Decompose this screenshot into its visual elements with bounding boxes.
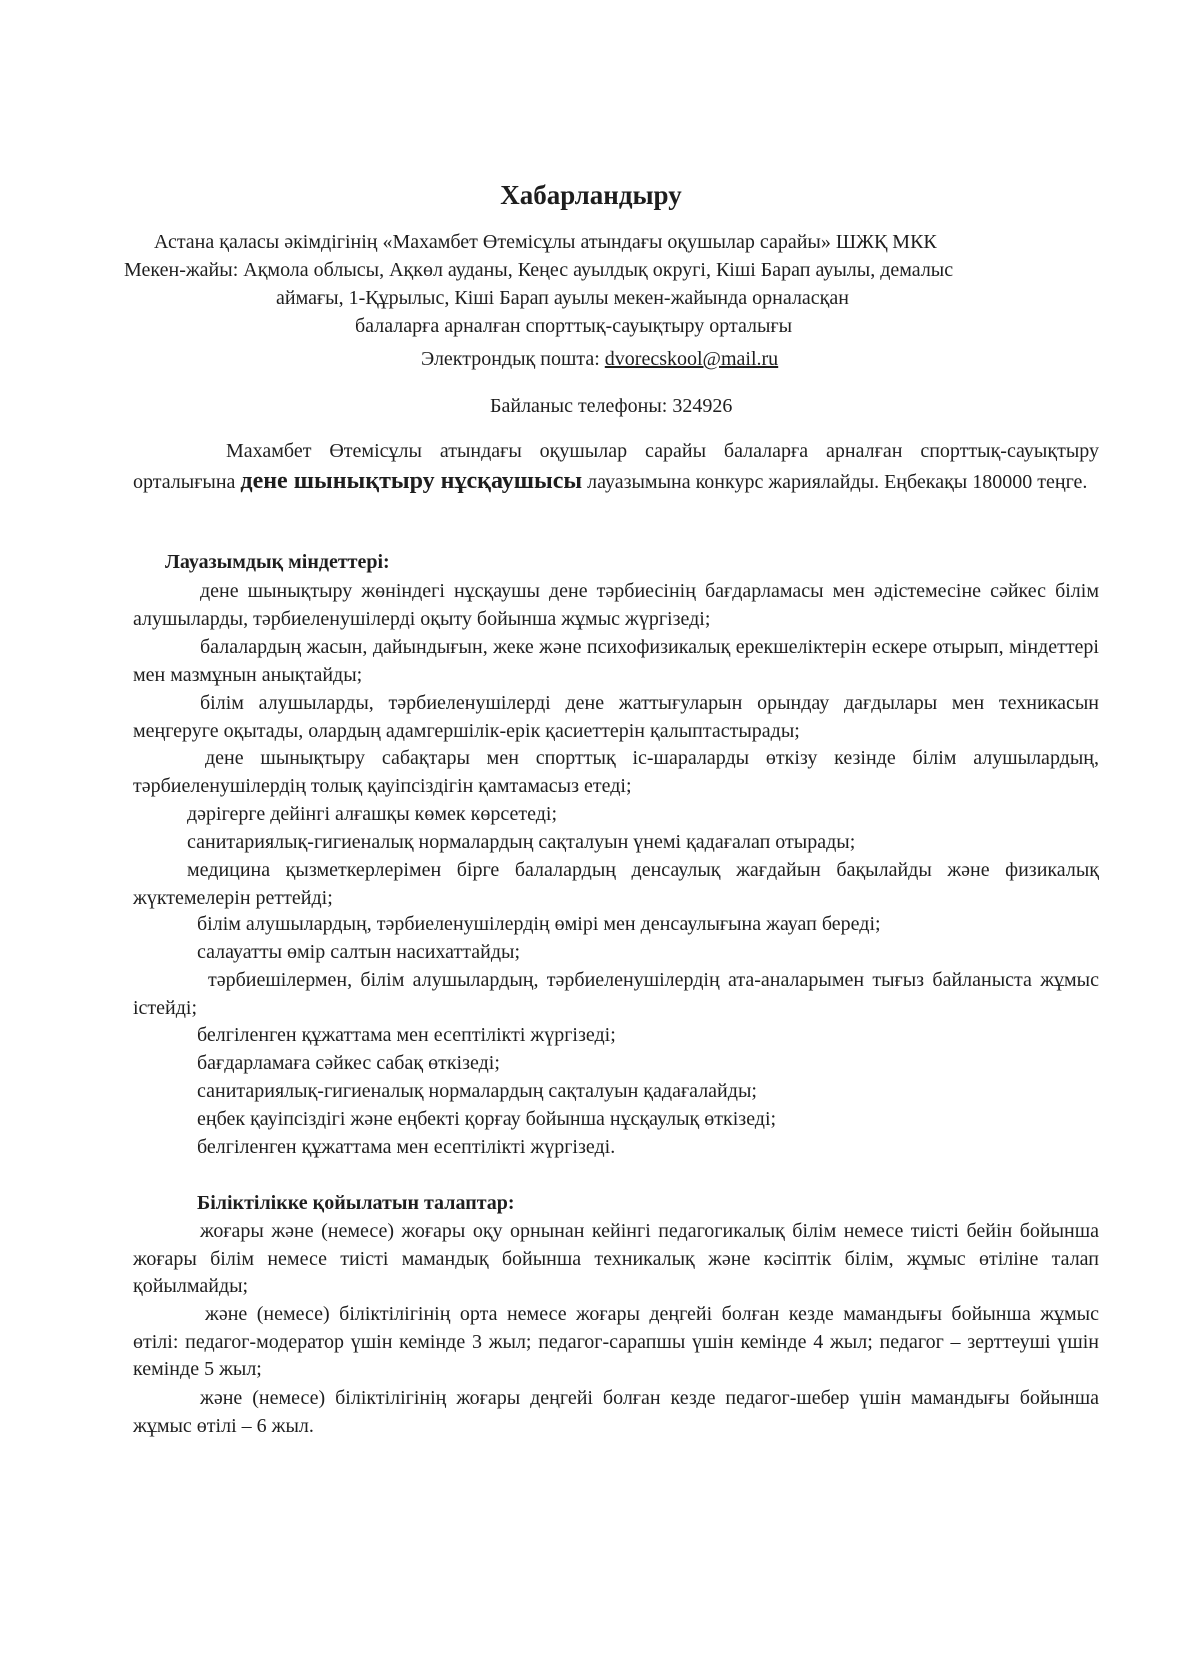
requirement-item-2: және (немесе) біліктілігінің орта немесе жоғары деңгейі болған кезде мамандығы бойынша жұмыс өтілі: педагог-модератор үшін кемінде 3 жыл; педагог-сарапшы үшін кемінде 4 жыл; педагог – зерттеуші үшін кемінде 5 жыл; (133, 1303, 1099, 1381)
intro-part-1: Махамбет Өтемісұлы атындағы оқушылар сарайы балаларға арналған спорттық-сауықтыру орталығына (133, 440, 1099, 493)
duty-item-4: дене шынықтыру сабақтары мен спорттық іс-шараларды өткізу кезінде білім алушылардың, тәрбиеленушілердің толық қауіпсіздігін қамтамасыз етеді; (133, 747, 1099, 797)
duty-item-3: білім алушыларды, тәрбиеленушілерді дене жаттығуларын орындау дағдылары мен техникасын меңгеруге оқытады, олардың адамгершілік-ерік қасиеттерін қалыптастырады; (133, 692, 1099, 742)
duty-item-12: бағдарламаға сәйкес сабақ өткізеді; (197, 1052, 500, 1074)
requirement-item-1: жоғары және (немесе) жоғары оқу орнынан кейінгі педагогикалық білім немесе тиісті бейін бойынша жоғары білім немесе тиісті мамандық бойынша техникалық және кәсіптік білім, жұмыс өтіліне талап қойылмайды; (133, 1220, 1099, 1298)
duties-heading: Лауазымдық міндеттері: (165, 551, 390, 573)
duty-item-1: дене шынықтыру жөніндегі нұсқаушы дене тәрбиесінің бағдарламасы мен әдістемесіне сәйкес білім алушыларды, тәрбиеленушілерді оқыту бойынша жұмыс жүргізеді; (133, 580, 1099, 630)
intro-paragraph (133, 436, 1099, 497)
intro-part-2: лауазымына конкурс жариялайды. Еңбекақы 180000 теңге. (582, 471, 1088, 493)
requirement-item-3: және (немесе) біліктілігінің жоғары деңгейі болған кезде педагог-шебер үшін мамандығы бойынша жұмыс өтілі – 6 жыл. (133, 1387, 1099, 1437)
duty-item-7: медицина қызметкерлерімен бірге балалардың денсаулық жағдайын бақылайды және физикалық жүктемелерін реттейді; (133, 859, 1099, 909)
email-label: Электрондық пошта: (421, 348, 605, 370)
duty-item-6: санитариялық-гигиеналық нормалардың сақталуын үнемі қадағалап отырады; (187, 831, 856, 853)
header-center: балаларға арналған спорттық-сауықтыру орталығы (355, 315, 793, 337)
duty-item-8: білім алушылардың, тәрбиеленушілердің өмірі мен денсаулығына жауап береді; (197, 913, 881, 935)
duty-item-2: балалардың жасын, дайындығын, жеке және психофизикалық ерекшеліктерін ескере отырып, міндеттері мен мазмұнын анықтайды; (133, 636, 1099, 686)
duty-item-15: белгіленген құжаттама мен есептілікті жүргізеді. (197, 1136, 616, 1158)
header-address-2: аймағы, 1-Құрылыс, Кіші Барап ауылы мекен-жайында орналасқан (276, 287, 849, 309)
header-email-line (421, 346, 778, 373)
duty-item-13: санитариялық-гигиеналық нормалардың сақталуын қадағалайды; (197, 1080, 757, 1102)
duty-item-9: салауатты өмір салтын насихаттайды; (197, 941, 521, 963)
duty-item-5: дәрігерге дейінгі алғашқы көмек көрсетеді; (187, 803, 558, 825)
document-title: Хабарландыру (500, 180, 682, 210)
duty-item-10: тәрбиешілермен, білім алушылардың, тәрбиеленушілердің ата-аналарымен тығыз байланыста жұмыс істейді; (133, 969, 1099, 1019)
email-link[interactable]: dvorecskool@mail.ru (604, 348, 779, 370)
header-phone: Байланыс телефоны: 324926 (490, 395, 733, 417)
header-org: Астана қаласы әкімдігінің «Махамбет Өтемісұлы атындағы оқушылар сарайы» ШЖҚ МКК (154, 231, 937, 253)
duty-item-11: белгіленген құжаттама мен есептілікті жүргізеді; (197, 1024, 616, 1046)
requirements-heading: Біліктілікке қойылатын талаптар: (197, 1192, 515, 1214)
intro-position: дене шынықтыру нұсқаушысы (240, 468, 583, 494)
header-address-1: Мекен-жайы: Ақмола облысы, Ақкөл ауданы, Кеңес ауылдық округі, Кіші Барап ауылы, демалыс (124, 259, 954, 281)
duty-item-14: еңбек қауіпсіздігі және еңбекті қорғау бойынша нұсқаулық өткізеді; (197, 1108, 777, 1130)
